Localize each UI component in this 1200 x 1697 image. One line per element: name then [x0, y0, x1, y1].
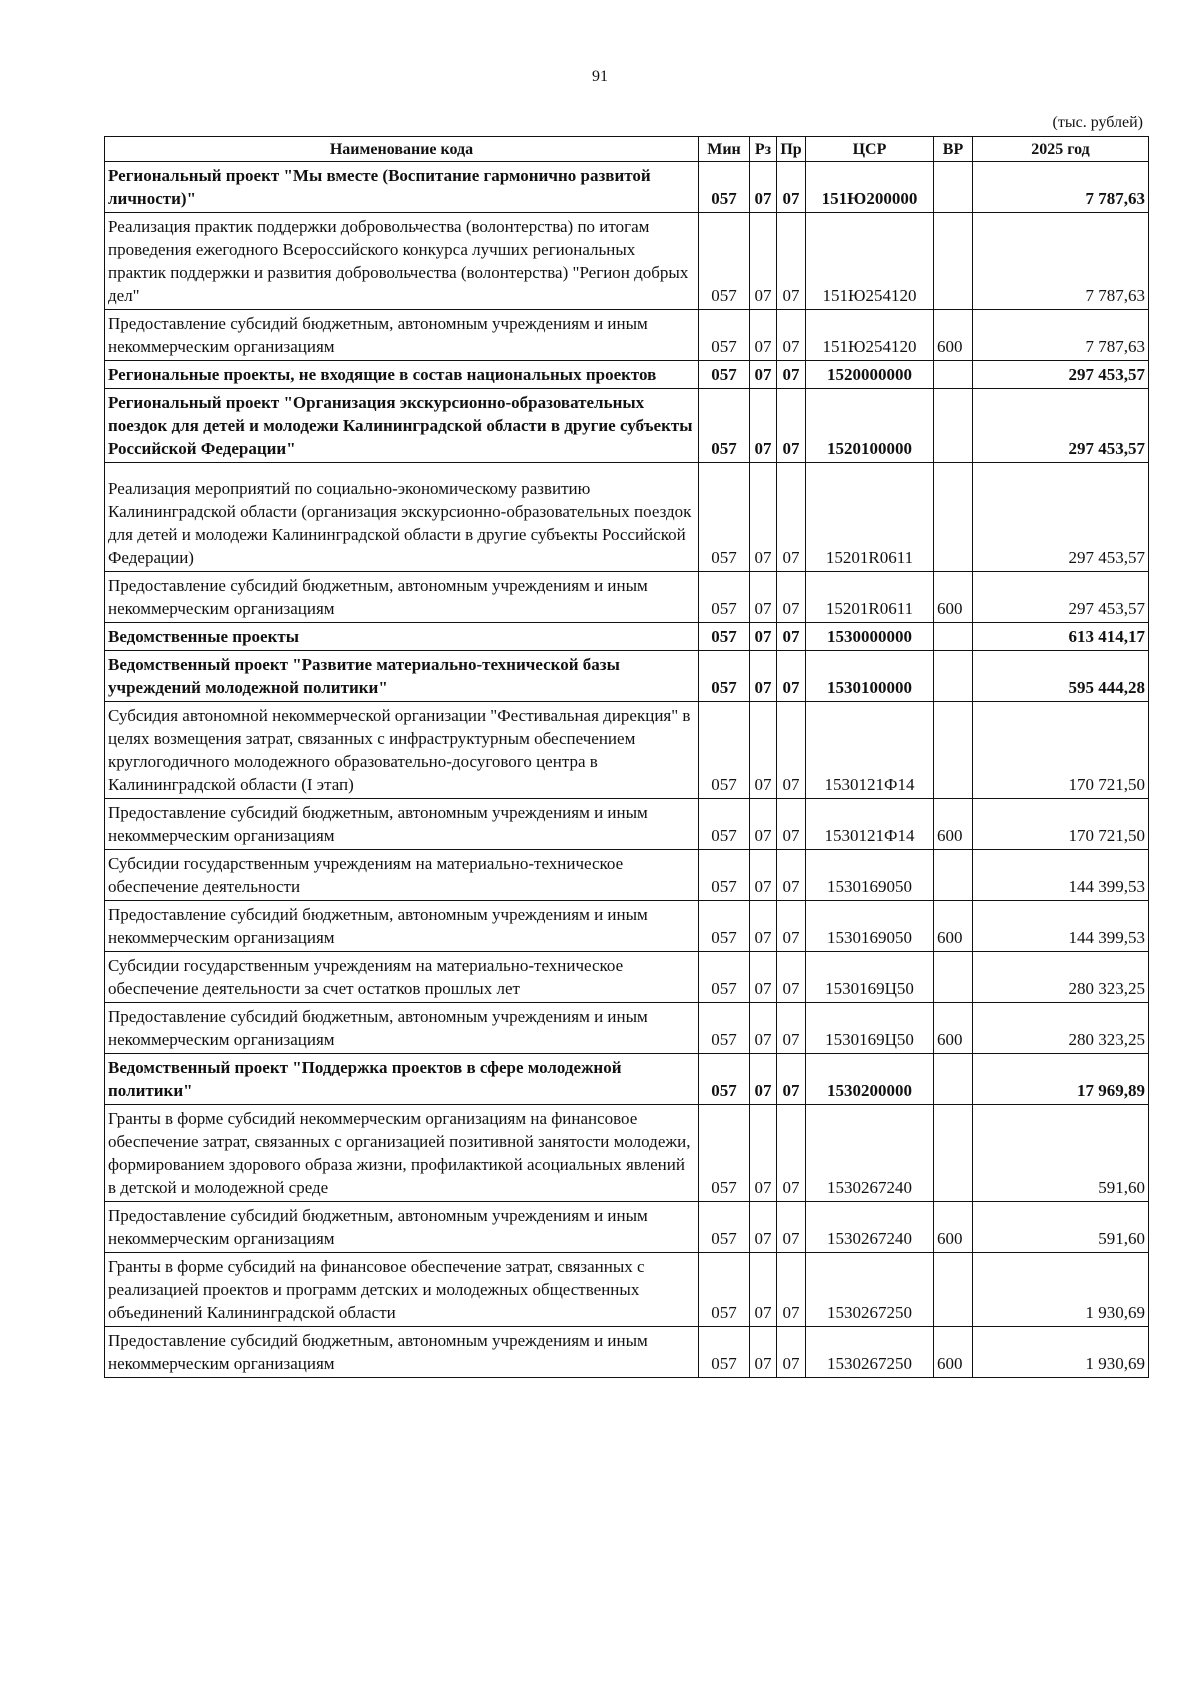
row-value: 280 323,25 [973, 952, 1149, 1003]
row-vr [934, 1253, 973, 1327]
table-row [105, 1253, 1149, 1327]
row-pr: 07 [777, 572, 806, 623]
table-body [105, 162, 1149, 1378]
row-vr [934, 623, 973, 651]
header-rz: Рз [750, 137, 777, 162]
row-rz: 07 [750, 572, 777, 623]
table-row [105, 799, 1149, 850]
row-min: 057 [699, 799, 750, 850]
row-vr: 600 [934, 799, 973, 850]
header-year: 2025 год [973, 137, 1149, 162]
row-csr: 1530169050 [806, 850, 934, 901]
row-value: 17 969,89 [973, 1054, 1149, 1105]
row-value: 613 414,17 [973, 623, 1149, 651]
page-number: 91 [592, 68, 608, 85]
row-rz: 07 [750, 1003, 777, 1054]
row-name: Региональные проекты, не входящие в состав национальных проектов [105, 361, 699, 389]
table-row [105, 162, 1149, 213]
row-csr: 1530267240 [806, 1105, 934, 1202]
row-rz: 07 [750, 651, 777, 702]
row-name: Гранты в форме субсидий на финансовое обеспечение затрат, связанных с реализацией проектов и программ детских и молодежных общественных объединений Калининградской области [105, 1253, 699, 1327]
row-value: 591,60 [973, 1105, 1149, 1202]
row-pr: 07 [777, 850, 806, 901]
header-pr: Пр [777, 137, 806, 162]
table-row [105, 361, 1149, 389]
row-min: 057 [699, 310, 750, 361]
row-value: 1 930,69 [973, 1253, 1149, 1327]
row-min: 057 [699, 389, 750, 463]
row-pr: 07 [777, 1202, 806, 1253]
row-min: 057 [699, 463, 750, 572]
row-rz: 07 [750, 623, 777, 651]
table-row [105, 702, 1149, 799]
header-csr: ЦСР [806, 137, 934, 162]
row-min: 057 [699, 1105, 750, 1202]
budget-table [104, 136, 1149, 1378]
row-vr [934, 162, 973, 213]
row-pr: 07 [777, 623, 806, 651]
row-rz: 07 [750, 463, 777, 572]
row-value: 7 787,63 [973, 310, 1149, 361]
row-pr: 07 [777, 213, 806, 310]
row-value: 297 453,57 [973, 361, 1149, 389]
row-min: 057 [699, 1327, 750, 1378]
table-row [105, 213, 1149, 310]
row-vr: 600 [934, 1327, 973, 1378]
row-min: 057 [699, 623, 750, 651]
row-vr: 600 [934, 1202, 973, 1253]
row-pr: 07 [777, 463, 806, 572]
row-min: 057 [699, 572, 750, 623]
row-rz: 07 [750, 162, 777, 213]
row-name: Предоставление субсидий бюджетным, автономным учреждениям и иным некоммерческим организациям [105, 799, 699, 850]
row-min: 057 [699, 361, 750, 389]
row-pr: 07 [777, 1003, 806, 1054]
row-name: Ведомственный проект "Развитие материально-технической базы учреждений молодежной политики" [105, 651, 699, 702]
row-min: 057 [699, 1003, 750, 1054]
row-csr: 151Ю200000 [806, 162, 934, 213]
table-row [105, 1003, 1149, 1054]
row-value: 144 399,53 [973, 901, 1149, 952]
row-pr: 07 [777, 651, 806, 702]
row-name: Субсидии государственным учреждениям на материально-техническое обеспечение деятельности [105, 850, 699, 901]
row-rz: 07 [750, 952, 777, 1003]
row-pr: 07 [777, 702, 806, 799]
row-value: 170 721,50 [973, 799, 1149, 850]
table-row [105, 463, 1149, 572]
row-pr: 07 [777, 1253, 806, 1327]
row-vr: 600 [934, 1003, 973, 1054]
row-csr: 1530200000 [806, 1054, 934, 1105]
table-row [105, 1054, 1149, 1105]
row-rz: 07 [750, 1253, 777, 1327]
table-row [105, 310, 1149, 361]
row-rz: 07 [750, 1202, 777, 1253]
table-row [105, 1327, 1149, 1378]
row-pr: 07 [777, 389, 806, 463]
row-min: 057 [699, 901, 750, 952]
row-csr: 1530169Ц50 [806, 952, 934, 1003]
row-rz: 07 [750, 310, 777, 361]
row-rz: 07 [750, 901, 777, 952]
row-csr: 1530000000 [806, 623, 934, 651]
row-value: 297 453,57 [973, 572, 1149, 623]
row-vr [934, 361, 973, 389]
row-pr: 07 [777, 310, 806, 361]
row-name: Гранты в форме субсидий некоммерческим организациям на финансовое обеспечение затрат, связанных с организацией позитивной занятости молодежи, формированием здорового образа жизни, профилактикой асоциальных явлений в детской и молодежной среде [105, 1105, 699, 1202]
table-row [105, 1202, 1149, 1253]
table-row [105, 572, 1149, 623]
row-csr: 1530169050 [806, 901, 934, 952]
row-csr: 1530169Ц50 [806, 1003, 934, 1054]
row-name: Ведомственный проект "Поддержка проектов в сфере молодежной политики" [105, 1054, 699, 1105]
row-min: 057 [699, 952, 750, 1003]
row-rz: 07 [750, 1105, 777, 1202]
row-value: 7 787,63 [973, 213, 1149, 310]
table-header-row [105, 137, 1149, 162]
row-value: 591,60 [973, 1202, 1149, 1253]
header-min: Мин [699, 137, 750, 162]
row-value: 144 399,53 [973, 850, 1149, 901]
row-vr [934, 213, 973, 310]
row-name: Ведомственные проекты [105, 623, 699, 651]
row-csr: 1520100000 [806, 389, 934, 463]
row-name: Предоставление субсидий бюджетным, автономным учреждениям и иным некоммерческим организациям [105, 572, 699, 623]
row-min: 057 [699, 1202, 750, 1253]
row-name: Предоставление субсидий бюджетным, автономным учреждениям и иным некоммерческим организациям [105, 901, 699, 952]
row-csr: 1530267250 [806, 1327, 934, 1378]
row-vr [934, 1105, 973, 1202]
row-rz: 07 [750, 799, 777, 850]
row-csr: 1530267250 [806, 1253, 934, 1327]
row-value: 280 323,25 [973, 1003, 1149, 1054]
row-csr: 1520000000 [806, 361, 934, 389]
row-rz: 07 [750, 213, 777, 310]
row-rz: 07 [750, 361, 777, 389]
row-min: 057 [699, 850, 750, 901]
row-pr: 07 [777, 799, 806, 850]
table-row [105, 952, 1149, 1003]
row-csr: 15201R0611 [806, 463, 934, 572]
row-name: Реализация мероприятий по социально-экономическому развитию Калининградской области (организация экскурсионно-образовательных поездок для детей и молодежи Калининградской области в другие субъекты Российской Федерации) [105, 463, 699, 572]
row-rz: 07 [750, 702, 777, 799]
row-min: 057 [699, 162, 750, 213]
row-value: 1 930,69 [973, 1327, 1149, 1378]
row-name: Субсидии государственным учреждениям на материально-техническое обеспечение деятельности за счет остатков прошлых лет [105, 952, 699, 1003]
row-pr: 07 [777, 952, 806, 1003]
table-row [105, 850, 1149, 901]
row-csr: 1530100000 [806, 651, 934, 702]
row-name: Реализация практик поддержки добровольчества (волонтерства) по итогам проведения ежегодного Всероссийского конкурса лучших региональных практик поддержки и развития добровольчества (волонтерства) "Регион добрых дел" [105, 213, 699, 310]
row-vr [934, 1054, 973, 1105]
header-vr: ВР [934, 137, 973, 162]
units-label: (тыс. рублей) [1052, 114, 1143, 131]
row-name: Предоставление субсидий бюджетным, автономным учреждениям и иным некоммерческим организациям [105, 1327, 699, 1378]
row-name: Субсидия автономной некоммерческой организации "Фестивальная дирекция" в целях возмещения затрат, связанных с инфраструктурным обеспечением круглогодичного молодежного образовательно-досугового центра в Калининградской области (I этап) [105, 702, 699, 799]
row-vr [934, 463, 973, 572]
row-value: 7 787,63 [973, 162, 1149, 213]
row-vr: 600 [934, 901, 973, 952]
row-pr: 07 [777, 162, 806, 213]
table-row [105, 1105, 1149, 1202]
row-csr: 151Ю254120 [806, 213, 934, 310]
row-min: 057 [699, 213, 750, 310]
row-min: 057 [699, 651, 750, 702]
row-min: 057 [699, 702, 750, 799]
row-pr: 07 [777, 901, 806, 952]
table-row [105, 389, 1149, 463]
row-vr [934, 952, 973, 1003]
row-rz: 07 [750, 389, 777, 463]
row-vr [934, 389, 973, 463]
row-vr [934, 651, 973, 702]
row-csr: 1530267240 [806, 1202, 934, 1253]
row-vr: 600 [934, 572, 973, 623]
row-name: Региональный проект "Мы вместе (Воспитание гармонично развитой личности)" [105, 162, 699, 213]
row-csr: 1530121Ф14 [806, 702, 934, 799]
row-pr: 07 [777, 1105, 806, 1202]
row-rz: 07 [750, 1054, 777, 1105]
row-csr: 151Ю254120 [806, 310, 934, 361]
row-value: 595 444,28 [973, 651, 1149, 702]
row-name: Предоставление субсидий бюджетным, автономным учреждениям и иным некоммерческим организациям [105, 1202, 699, 1253]
table-row [105, 651, 1149, 702]
row-vr: 600 [934, 310, 973, 361]
row-name: Региональный проект "Организация экскурсионно-образовательных поездок для детей и молодежи Калининградской области в другие субъекты Российской Федерации" [105, 389, 699, 463]
row-name: Предоставление субсидий бюджетным, автономным учреждениям и иным некоммерческим организациям [105, 310, 699, 361]
row-min: 057 [699, 1253, 750, 1327]
row-vr [934, 702, 973, 799]
row-csr: 15201R0611 [806, 572, 934, 623]
row-pr: 07 [777, 361, 806, 389]
row-min: 057 [699, 1054, 750, 1105]
row-pr: 07 [777, 1054, 806, 1105]
row-vr [934, 850, 973, 901]
row-csr: 1530121Ф14 [806, 799, 934, 850]
header-name: Наименование кода [105, 137, 699, 162]
row-value: 297 453,57 [973, 389, 1149, 463]
row-rz: 07 [750, 850, 777, 901]
table-row [105, 901, 1149, 952]
row-name: Предоставление субсидий бюджетным, автономным учреждениям и иным некоммерческим организациям [105, 1003, 699, 1054]
table-row [105, 623, 1149, 651]
row-pr: 07 [777, 1327, 806, 1378]
row-rz: 07 [750, 1327, 777, 1378]
row-value: 297 453,57 [973, 463, 1149, 572]
row-value: 170 721,50 [973, 702, 1149, 799]
